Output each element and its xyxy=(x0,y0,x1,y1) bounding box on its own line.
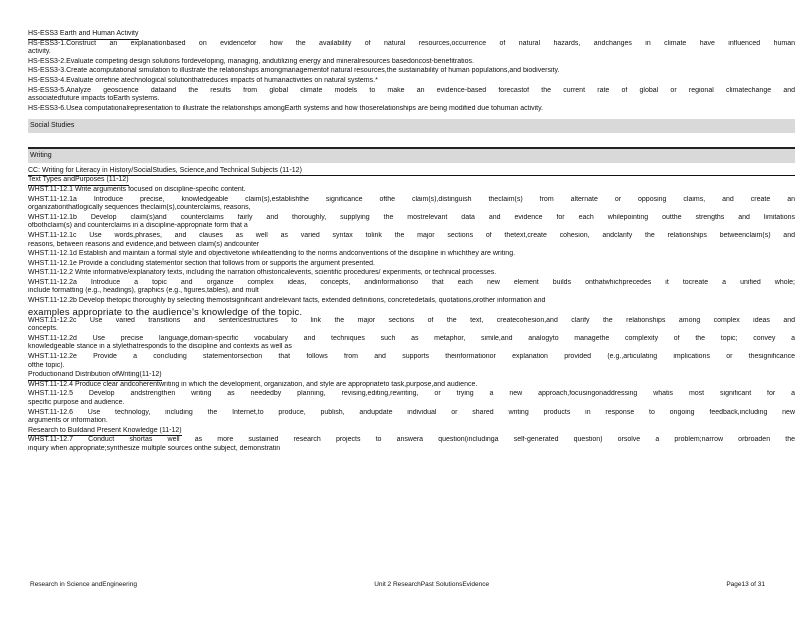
ess-heading xyxy=(28,30,795,40)
writing-bar: Writing xyxy=(28,147,795,163)
standard-line-1: WHST.11-12.1b Develop claim(s)and counterclaims fairly and thoroughly, supplying the mostrelevant data and evidence for each whilepointing outthe strengths and limitations xyxy=(28,213,795,221)
standard-item xyxy=(28,353,795,370)
standard-line-1: WHST.11-12.1d Establish and maintain a formal style and objectivetone whileattending to the norms andconventions of the discipline in whichthey are writing. xyxy=(28,250,516,258)
standard-line-2: include formatting (e.g., headings), graphics (e.g., figures,tables), and mult xyxy=(28,287,259,295)
standard-line-1: HS-ESS3-4.Evaluate orrefine atechnological solutionthatreduces impacts of humanactivities on natural systems.* xyxy=(28,76,378,84)
standard-item xyxy=(28,77,795,86)
standard-line-1: HS-ESS3-5.Analyze geoscience dataand the results from global climate models to make an evidence-based forecastof the current rate of global or regional climatechange and xyxy=(28,86,795,94)
standard-line-1: WHST.11-12.2c Use varied transitions and sentencestructures to link the major sections of the text, createcohesion,and clarify the relationships among complex ideas and xyxy=(28,316,795,324)
standard-line-2: reasons, between reasons and evidence,and between claim(s) andcounter xyxy=(28,240,260,248)
standard-item xyxy=(28,260,795,269)
standard-line-1: WHST.11-12.7 Conduct shortas well as more sustained research projects to answera question(includinga self-generated question) orsolve a problem;narrow orbroaden the xyxy=(28,436,795,444)
ess-standards-list xyxy=(28,40,795,114)
standard-item xyxy=(28,381,795,390)
standard-line-2: activity. xyxy=(28,48,51,56)
whst-list-d xyxy=(28,436,795,453)
whst-list-a xyxy=(28,186,795,306)
standard-line-1: HS-ESS3-1.Construct an explanationbased on evidencefor how the availability of natural resources,occurrence of natural hazards, andchanges in climate have influenced human xyxy=(28,39,795,47)
ess-heading-text: HS-ESS3 Earth and Human Activity xyxy=(28,30,139,40)
footer-left: Research in Science andEngineering xyxy=(30,581,137,588)
standard-line-1: HS-ESS3-2.Evaluate competing design solutions fordeveloping, managing, andutilizing energy and mineralresources basedoncost-benefitratios. xyxy=(28,57,474,65)
standard-item xyxy=(28,390,795,407)
standard-line-1: WHST.11-12.2b Develop thetopic thoroughly by selecting themostsignificant andrelevant facts, extended definitions, concretedetails, quotations,orother information and xyxy=(28,297,546,305)
standard-line-1: WHST.11-12.2d Use precise language,domain-specific vocabulary and techniques such as metaphor, simile,and analogyto managethe complexity of the topic; convey a xyxy=(28,334,795,342)
standard-line-1: WHST.11-12.2 Write informative/explanatory texts, including the narration ofhistoricalevents, scientific procedures/ experiments, or technical processes. xyxy=(28,269,497,277)
standard-item xyxy=(28,335,795,352)
standard-line-1: WHST.11-12.2e Provide a concluding statementorsection that follows from and supports theinformationor explanation provided (e.g.,articulating implications or thesignificance xyxy=(28,353,795,361)
social-studies-bar: Social Studies xyxy=(28,119,795,133)
document-page xyxy=(28,30,795,455)
standard-item xyxy=(28,269,795,278)
standard-line-1: HS-ESS3-6.Usea computationalrepresentation to illustrate the relationships amongEarth systems and how thoserelationships are being modified due tohuman activity. xyxy=(28,104,544,112)
standard-item xyxy=(28,250,795,259)
text-types-heading xyxy=(28,176,795,186)
research-heading xyxy=(28,427,795,437)
standard-line-1: HS-ESS3-3.Create acomputational simulation to illustrate the relationships amongmanagementof natural resources,the sustainability of human populations,and biodiversity. xyxy=(28,67,560,75)
standard-line-2: associatedfuture impacts toEarth systems. xyxy=(28,95,160,103)
standard-item xyxy=(28,87,795,104)
standard-item xyxy=(28,196,795,213)
standard-line-1: WHST.11-12.5 Develop andstrengthen writing as neededby planning, revising,editing,rewriting, or trying a new approach,focusingonaddressing whatis most significant for a xyxy=(28,390,795,398)
standard-line-2: organizationthatlogically sequences theclaim(s),counterclaims, reasons, xyxy=(28,204,251,212)
text-types-text: Text Types andPurposes (11-12) xyxy=(28,176,129,186)
standard-line-1: WHST.11-12.2a Introduce a topic and organize complex ideas, concepts, andinformationso that each new element builds onthatwhichprecedes it tocreate a unified whole; xyxy=(28,278,795,286)
standard-item xyxy=(28,436,795,453)
standard-line-2: knowledgeable stance in a stylethatresponds to the discipline and contexts as well as xyxy=(28,343,292,351)
cc-heading: CC: Writing for Literacy in History/SocialStudies, Science,and Technical Subjects (11-12) xyxy=(28,166,795,176)
standard-line-2: ofbothclaim(s) and counterclaims in a discipline-appropriate form that a xyxy=(28,222,248,230)
standard-line-1: WHST.11-12.6 Use technology, including the Internet,to produce, publish, andupdate individual or shared writing products in response to ongoing feedback,including new xyxy=(28,408,795,416)
production-text: Productionand Distribution ofWriting(11-12) xyxy=(28,371,162,381)
research-text: Research to Buildand Present Knowledge (11-12) xyxy=(28,427,182,437)
standard-item xyxy=(28,409,795,426)
standard-line-2: specific purpose and audience. xyxy=(28,399,125,406)
standard-item xyxy=(28,58,795,67)
production-heading xyxy=(28,371,795,381)
page-footer xyxy=(30,581,765,588)
whst-list-b xyxy=(28,317,795,371)
standard-line-2: inquiry when appropriate;synthesize multiple sources onthe subject, demonstratin xyxy=(28,444,281,452)
standard-line-1: WHST.11-12.4 Produce clear andcoherentwriting in which the development, organization, and style are appropriateto task,purpose,and audience. xyxy=(28,380,478,388)
standard-item xyxy=(28,317,795,334)
standard-line-2: arguments or information. xyxy=(28,417,108,425)
standard-item xyxy=(28,186,795,195)
footer-page-number: Page13 of 31 xyxy=(726,581,765,588)
standard-line-1: WHST.11-12.1c Use words,phrases, and clauses as well as varied syntax tolink the major sections of thetext,create cohesion, andclarify the relationships betweenclaim(s) and xyxy=(28,231,795,239)
standard-line-1: WHST.11-12.1a Introduce precise, knowledgeable claim(s),establishthe significance ofthe claim(s),distinguish theclaim(s) from alternate or opposing claims, and create an xyxy=(28,195,795,203)
standard-line-2: concepts. xyxy=(28,325,58,333)
standard-item xyxy=(28,232,795,249)
footer-center: Unit 2 ResearchPast SolutionsEvidence xyxy=(374,581,490,588)
standard-item xyxy=(28,40,795,57)
standard-item xyxy=(28,279,795,296)
examples-line: examples appropriate to the audience's knowledge of the topic. xyxy=(28,305,303,317)
standard-line-2: ofthe topic). xyxy=(28,361,65,369)
standard-item xyxy=(28,297,795,306)
standard-line-1: WHST.11-12.1 Write arguments focused on discipline-specific content. xyxy=(28,185,246,193)
standard-line-1: WHST.11-12.1e Provide a concluding statementor section that follows from or supports the argument presented. xyxy=(28,259,375,267)
standard-item xyxy=(28,214,795,231)
standard-item xyxy=(28,67,795,76)
whst-list-c xyxy=(28,381,795,426)
standard-item xyxy=(28,105,795,114)
